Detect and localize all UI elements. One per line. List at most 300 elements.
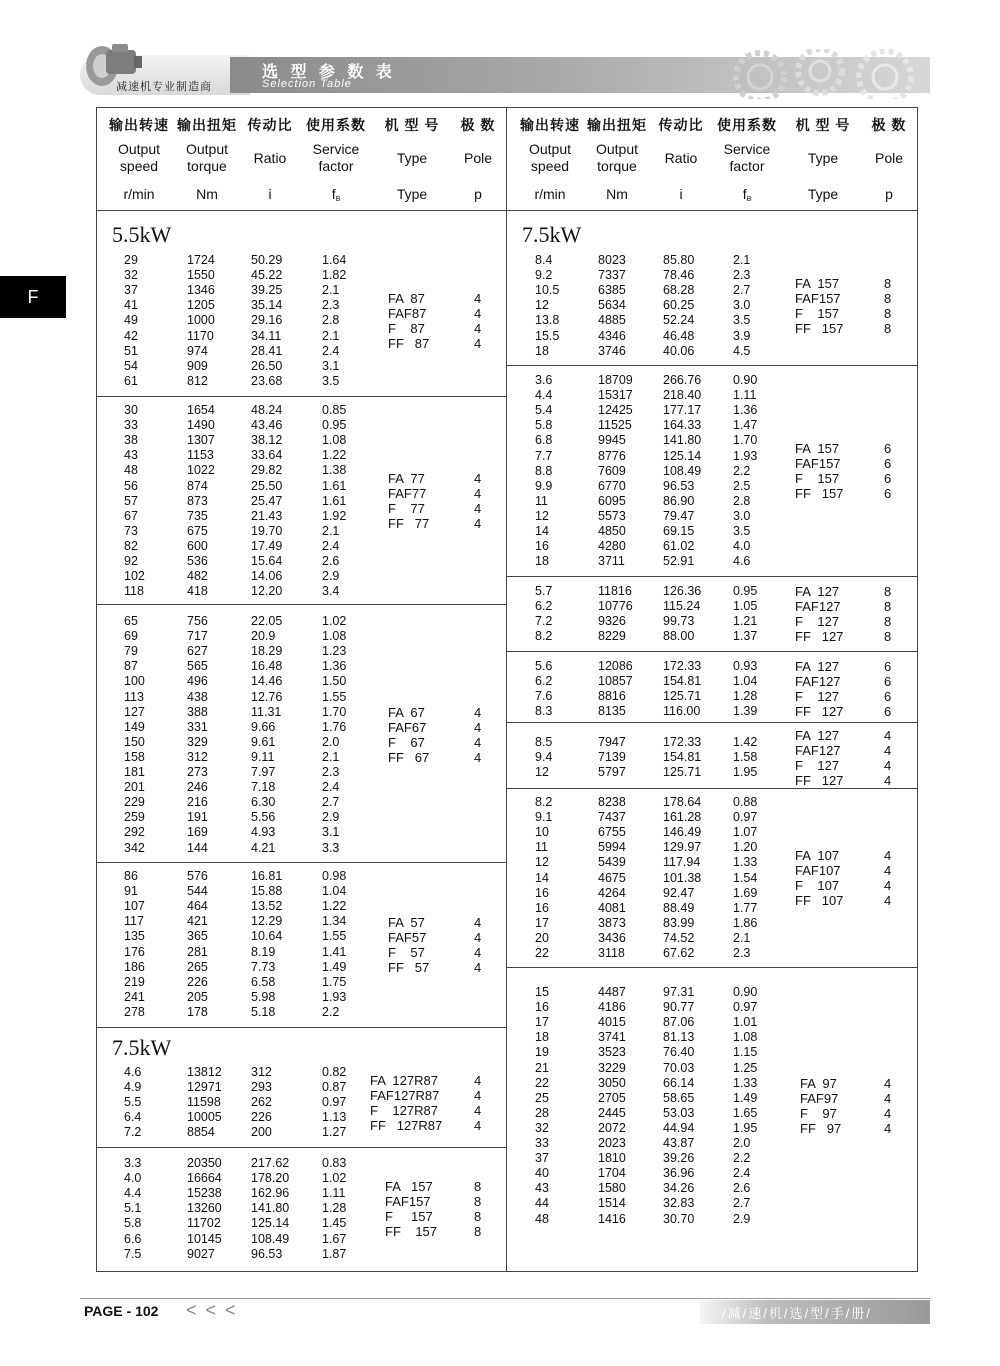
table-row [0,388,1000,403]
cell-factor: 3.1 [322,358,340,373]
cell-ratio: 178.20 [251,1171,290,1186]
cell-speed: 117 [124,914,144,929]
cell-ratio: 154.81 [663,750,702,765]
table-row [0,840,1000,855]
cell-ratio: 226 [251,1110,272,1125]
pole-value: 6 [884,471,892,487]
cell-torque: 438 [187,689,208,704]
cell-ratio: 48.24 [251,403,283,417]
cell-factor: 0.85 [322,403,347,417]
cell-speed: 4.4 [124,1186,142,1201]
cell-ratio: 87.06 [663,1015,695,1030]
cell-speed: 201 [124,780,145,795]
header-cn-3: 使用系数 [717,117,777,133]
cell-factor: 2.4 [322,780,340,795]
cell-ratio: 5.98 [251,989,276,1004]
header-unit-2: i [679,186,683,202]
cell-ratio: 12.20 [251,584,283,599]
cell-speed: 5.8 [535,418,553,433]
cell-speed: 10.5 [535,283,560,298]
pole-value: 8 [884,584,892,600]
cell-torque: 3741 [598,1030,626,1045]
cell-torque: 1170 [187,328,214,343]
footer-manual-title: /减/速/机/选/型/手/册/ [722,1306,872,1321]
cell-speed: 11 [535,493,548,508]
type-model: FF 157 [795,320,844,336]
cell-torque: 5573 [598,508,626,523]
cell-speed: 8.2 [535,629,553,644]
header-cn-1: 输出扭矩 [587,117,647,133]
cell-factor: 1.02 [322,614,347,628]
pole-value: 4 [474,734,482,750]
cell-factor: 0.97 [733,810,758,825]
cell-speed: 16 [535,539,549,554]
cell-factor: 1.11 [733,388,757,403]
cell-torque: 4015 [598,1015,626,1030]
cell-speed: 13.8 [535,313,560,328]
cell-factor: 1.82 [322,268,347,283]
header-en-line: Service [312,141,360,157]
table-row [0,1045,1000,1060]
type-model: FF 87 [388,335,430,351]
cell-ratio: 172.33 [663,735,702,749]
type-model: FA 127 [795,584,840,600]
cell-torque: 1550 [187,268,215,283]
cell-factor: 2.9 [322,569,340,584]
pole-value: 4 [884,848,892,864]
cell-factor: 2.8 [733,493,751,508]
pole-value: 4 [884,863,892,879]
cell-ratio: 52.91 [663,554,695,569]
table-row [0,1232,1000,1247]
cell-factor: 3.3 [322,840,340,855]
cell-torque: 600 [187,538,208,553]
cell-factor: 1.69 [733,885,758,900]
arrows-decoration: < < < [186,1300,238,1320]
cell-ratio: 141.80 [251,1201,290,1216]
cell-speed: 51 [124,343,138,358]
cell-speed: 5.8 [124,1216,142,1231]
table-row [0,946,1000,961]
cell-ratio: 141.80 [663,433,702,448]
cell-ratio: 38.12 [251,433,283,448]
cell-ratio: 115.24 [663,599,701,614]
header-unit-5: p [885,186,893,202]
cell-speed: 17 [535,915,549,930]
cell-speed: 102 [124,569,145,584]
type-model: F 127 [795,614,840,630]
cell-factor: 2.4 [733,1166,751,1181]
cell-ratio: 9.61 [251,734,276,749]
type-model: F 97 [800,1105,837,1121]
cell-torque: 3050 [598,1075,626,1090]
cell-ratio: 96.53 [663,478,695,493]
header-unit-4: Type [396,186,428,202]
type-model: FA 157 [795,275,840,291]
cell-torque: 7437 [598,810,626,825]
header-cn-2: 传动比 [247,117,293,133]
cell-torque: 265 [187,959,208,974]
cell-factor: 2.7 [322,795,340,810]
cell-torque: 3229 [598,1060,626,1075]
cell-factor: 1.42 [733,735,758,749]
pole-value: 4 [474,944,482,960]
footer-divider [80,1298,930,1299]
cell-speed: 8.2 [535,795,553,809]
cell-speed: 219 [124,974,145,989]
type-model: FF 127 [795,704,844,720]
cell-ratio: 7.18 [251,780,276,795]
header-cn-1: 输出扭矩 [177,117,237,133]
type-model: FAF87 [388,305,427,321]
cell-torque: 4675 [598,870,626,885]
pole-value: 4 [884,1075,892,1091]
cell-torque: 331 [187,719,208,734]
cell-torque: 576 [187,869,208,883]
pole-value: 6 [884,486,892,502]
type-model: FA 127R87 [370,1072,438,1088]
cell-speed: 20 [535,930,549,945]
header-en-3 [296,141,376,175]
cell-torque: 1346 [187,283,215,298]
cell-torque: 178 [187,1004,208,1019]
cell-ratio: 35.14 [251,298,283,313]
table-row [0,584,1000,599]
cell-factor: 0.98 [322,869,347,883]
cell-torque: 7139 [598,750,626,765]
cell-ratio: 108.49 [251,1231,290,1246]
cell-speed: 176 [124,944,145,959]
cell-speed: 48 [124,463,138,478]
header-unit-1: Nm [606,186,628,202]
cell-speed: 16 [535,900,549,915]
cell-ratio: 12.76 [251,689,283,704]
type-model: FF 107 [795,893,844,909]
cell-factor: 1.25 [733,1060,758,1075]
pole-value: 4 [474,516,482,532]
cell-factor: 1.36 [733,403,758,418]
cell-speed: 92 [124,554,138,568]
header-cn-5: 极 数 [871,117,907,133]
cell-ratio: 40.06 [663,343,695,358]
cell-factor: 1.22 [322,448,347,463]
cell-speed: 241 [124,989,145,1004]
cell-factor: 1.61 [322,478,347,493]
cell-ratio: 177.17 [663,403,702,418]
cell-torque: 7609 [598,463,626,478]
cell-torque: 874 [187,478,208,493]
cell-ratio: 13.52 [251,899,283,914]
cell-torque: 4487 [598,985,626,999]
header-unit-subscript: B [335,196,341,203]
pole-value: 4 [474,305,482,321]
table-row [0,313,1000,328]
cell-torque: 1307 [187,433,215,448]
cell-speed: 9.9 [535,478,553,493]
cell-factor: 2.5 [733,478,751,493]
cell-ratio: 96.53 [251,1246,283,1261]
cell-ratio: 90.77 [663,1000,695,1015]
cell-torque: 8238 [598,795,626,809]
header-en-3 [707,141,787,175]
cell-torque: 675 [187,523,208,538]
type-model: FA 157 [795,441,840,457]
cell-factor: 3.0 [733,508,751,523]
pole-value: 8 [884,614,892,630]
cell-torque: 18709 [598,373,633,387]
cell-factor: 2.9 [322,810,340,825]
table-row [0,433,1000,448]
cell-ratio: 67.62 [663,946,695,960]
table-row [0,614,1000,629]
header-unit-0: r/min [534,186,566,202]
cell-speed: 91 [124,884,138,899]
type-model: F 157 [385,1208,433,1224]
cell-ratio: 4.21 [251,840,276,855]
header-en-4: Type [396,150,428,166]
cell-speed: 7.2 [535,614,553,629]
pole-value: 4 [474,704,482,720]
cell-torque: 11702 [187,1216,221,1231]
cell-factor: 0.87 [322,1080,347,1095]
pole-value: 4 [474,471,482,487]
cell-speed: 43 [535,1181,549,1196]
cell-ratio: 293 [251,1080,272,1095]
table-row [0,1061,1000,1076]
pole-value: 8 [884,599,892,615]
type-model: FAF77 [388,486,427,502]
cell-factor: 2.1 [733,930,751,945]
header-divider [96,210,918,211]
cell-ratio: 7.73 [251,959,276,974]
cell-ratio: 74.52 [663,930,695,945]
cell-speed: 4.0 [124,1171,142,1186]
type-model: FA 107 [795,848,840,864]
cell-torque: 565 [187,659,208,674]
cell-torque: 273 [187,765,208,779]
pole-value: 4 [884,893,892,909]
cell-factor: 2.1 [322,283,340,298]
cell-ratio: 16.81 [251,869,283,883]
cell-torque: 1205 [187,298,215,313]
cell-ratio: 81.13 [663,1030,695,1045]
cell-factor: 2.3 [733,946,751,960]
cell-speed: 7.2 [124,1125,142,1140]
cell-ratio: 116.00 [663,704,701,719]
cell-speed: 12 [535,765,549,780]
cell-torque: 365 [187,929,208,944]
cell-factor: 1.61 [322,493,347,508]
type-model: F 77 [388,501,425,517]
group-divider [507,651,917,652]
cell-factor: 2.1 [322,749,340,764]
header-cn-4: 机 型 号 [384,117,440,133]
cell-speed: 181 [124,765,145,779]
header-unit-2: i [268,186,272,202]
cell-speed: 8.3 [535,704,553,719]
cell-factor: 3.5 [322,373,340,388]
cell-factor: 2.4 [322,343,340,358]
cell-ratio: 146.49 [663,825,702,840]
table-row [0,1166,1000,1181]
cell-ratio: 108.49 [663,463,702,478]
cell-speed: 118 [124,584,144,599]
cell-factor: 2.0 [733,1136,751,1150]
cell-torque: 1580 [598,1181,626,1196]
cell-torque: 544 [187,884,208,899]
cell-ratio: 33.64 [251,448,283,463]
cell-torque: 536 [187,554,208,568]
pole-value: 4 [474,719,482,735]
cell-ratio: 79.47 [663,508,695,523]
header-cn-0: 输出转速 [109,117,169,133]
table-row [0,765,1000,780]
cell-speed: 18 [535,343,549,358]
cell-speed: 7.6 [535,689,553,704]
cell-factor: 1.36 [322,659,347,674]
cell-speed: 6.2 [535,674,553,689]
cell-ratio: 85.80 [663,253,695,267]
cell-factor: 1.45 [322,1216,347,1231]
cell-ratio: 34.26 [663,1181,695,1196]
header-cn-5: 极 数 [460,117,496,133]
table-row [0,674,1000,689]
cell-ratio: 17.49 [251,538,283,553]
cell-factor: 1.55 [322,689,347,704]
cell-factor: 0.90 [733,985,758,999]
pole-value: 4 [474,1072,482,1088]
cell-factor: 1.37 [733,629,758,644]
pole-value: 4 [884,1105,892,1121]
cell-factor: 2.1 [322,328,340,343]
cell-factor: 3.0 [733,298,751,313]
cell-torque: 1810 [598,1151,626,1166]
cell-torque: 6385 [598,283,626,298]
type-model: FA 97 [800,1075,837,1091]
type-model: F 157 [795,471,840,487]
cell-ratio: 45.22 [251,268,283,283]
table-row [0,1000,1000,1015]
cell-speed: 48 [535,1211,549,1226]
cell-torque: 169 [187,825,208,840]
cell-factor: 2.2 [733,463,751,478]
pole-value: 4 [884,772,892,788]
cell-ratio: 162.96 [251,1186,290,1201]
table-row [0,1151,1000,1166]
cell-ratio: 9.11 [251,749,275,764]
cell-factor: 1.23 [322,644,347,659]
type-model: FA 87 [388,290,425,306]
header-en-line: Service [723,141,771,157]
cell-torque: 4264 [598,885,626,900]
group-divider [507,576,917,577]
cell-speed: 32 [124,268,138,283]
cell-torque: 5994 [598,840,626,855]
page-number: PAGE - 102 [84,1303,159,1319]
type-model: FAF127 [795,742,841,758]
cell-torque: 1514 [598,1196,626,1211]
header-en-line: factor [729,158,765,174]
pole-value: 4 [474,486,482,502]
cell-ratio: 20.9 [251,629,276,644]
type-model: FAF157 [795,456,841,472]
header-en-line: torque [187,158,227,174]
cell-speed: 5.4 [535,403,553,418]
cell-torque: 8135 [598,704,626,719]
cell-factor: 3.4 [322,584,340,599]
type-model: FF 97 [800,1120,842,1136]
type-model: FAF97 [800,1090,839,1106]
cell-ratio: 262 [251,1095,272,1110]
table-row [0,599,1000,614]
header-cn-3: 使用系数 [306,117,366,133]
type-model: FAF127 [795,674,841,690]
type-model: FAF157 [385,1193,431,1209]
type-model: FAF107 [795,863,841,879]
cell-ratio: 4.93 [251,825,276,840]
pole-value: 4 [474,929,482,945]
cell-factor: 1.20 [733,840,758,855]
cell-speed: 54 [124,358,138,373]
cell-factor: 1.49 [733,1090,758,1105]
type-model: F 127 [795,689,840,705]
cell-ratio: 68.28 [663,283,695,298]
cell-ratio: 10.64 [251,929,283,944]
header-unit-3: $f_B$ [742,186,752,203]
cell-ratio: 83.99 [663,915,695,930]
type-model: FF 57 [388,959,430,975]
cell-ratio: 15.64 [251,554,283,568]
cell-torque: 2072 [598,1120,626,1135]
cell-factor: 3.1 [322,825,340,840]
cell-torque: 281 [187,944,208,959]
type-model: F 57 [388,944,425,960]
cell-factor: 1.04 [322,884,347,899]
cell-torque: 20350 [187,1156,222,1170]
cell-ratio: 32.83 [663,1196,695,1211]
cell-speed: 32 [535,1120,549,1135]
cell-ratio: 60.25 [663,298,695,313]
cell-speed: 5.7 [535,584,553,598]
table-row [0,810,1000,825]
cell-torque: 1490 [187,418,215,433]
cell-factor: 1.38 [322,463,347,478]
cell-speed: 42 [124,328,138,343]
cell-factor: 2.7 [733,1196,751,1211]
cell-factor: 1.64 [322,253,347,267]
cell-torque: 12971 [187,1080,222,1095]
cell-speed: 150 [124,734,145,749]
pole-value: 4 [474,290,482,306]
cell-factor: 0.83 [322,1156,347,1170]
cell-torque: 1724 [187,253,215,267]
cell-speed: 25 [535,1090,549,1105]
table-row [0,1015,1000,1030]
cell-ratio: 129.97 [663,840,702,855]
type-model: FF 127R87 [370,1117,443,1133]
cell-factor: 1.93 [322,989,347,1004]
cell-ratio: 28.41 [251,343,283,358]
cell-speed: 28 [535,1105,549,1120]
cell-speed: 15 [535,985,549,999]
cell-speed: 22 [535,1075,549,1090]
pole-value: 4 [474,501,482,517]
cell-torque: 15238 [187,1186,222,1201]
cell-factor: 1.01 [733,1015,758,1030]
cell-torque: 312 [187,749,208,764]
cell-torque: 144 [187,840,208,855]
type-model: FAF127 [795,599,841,615]
